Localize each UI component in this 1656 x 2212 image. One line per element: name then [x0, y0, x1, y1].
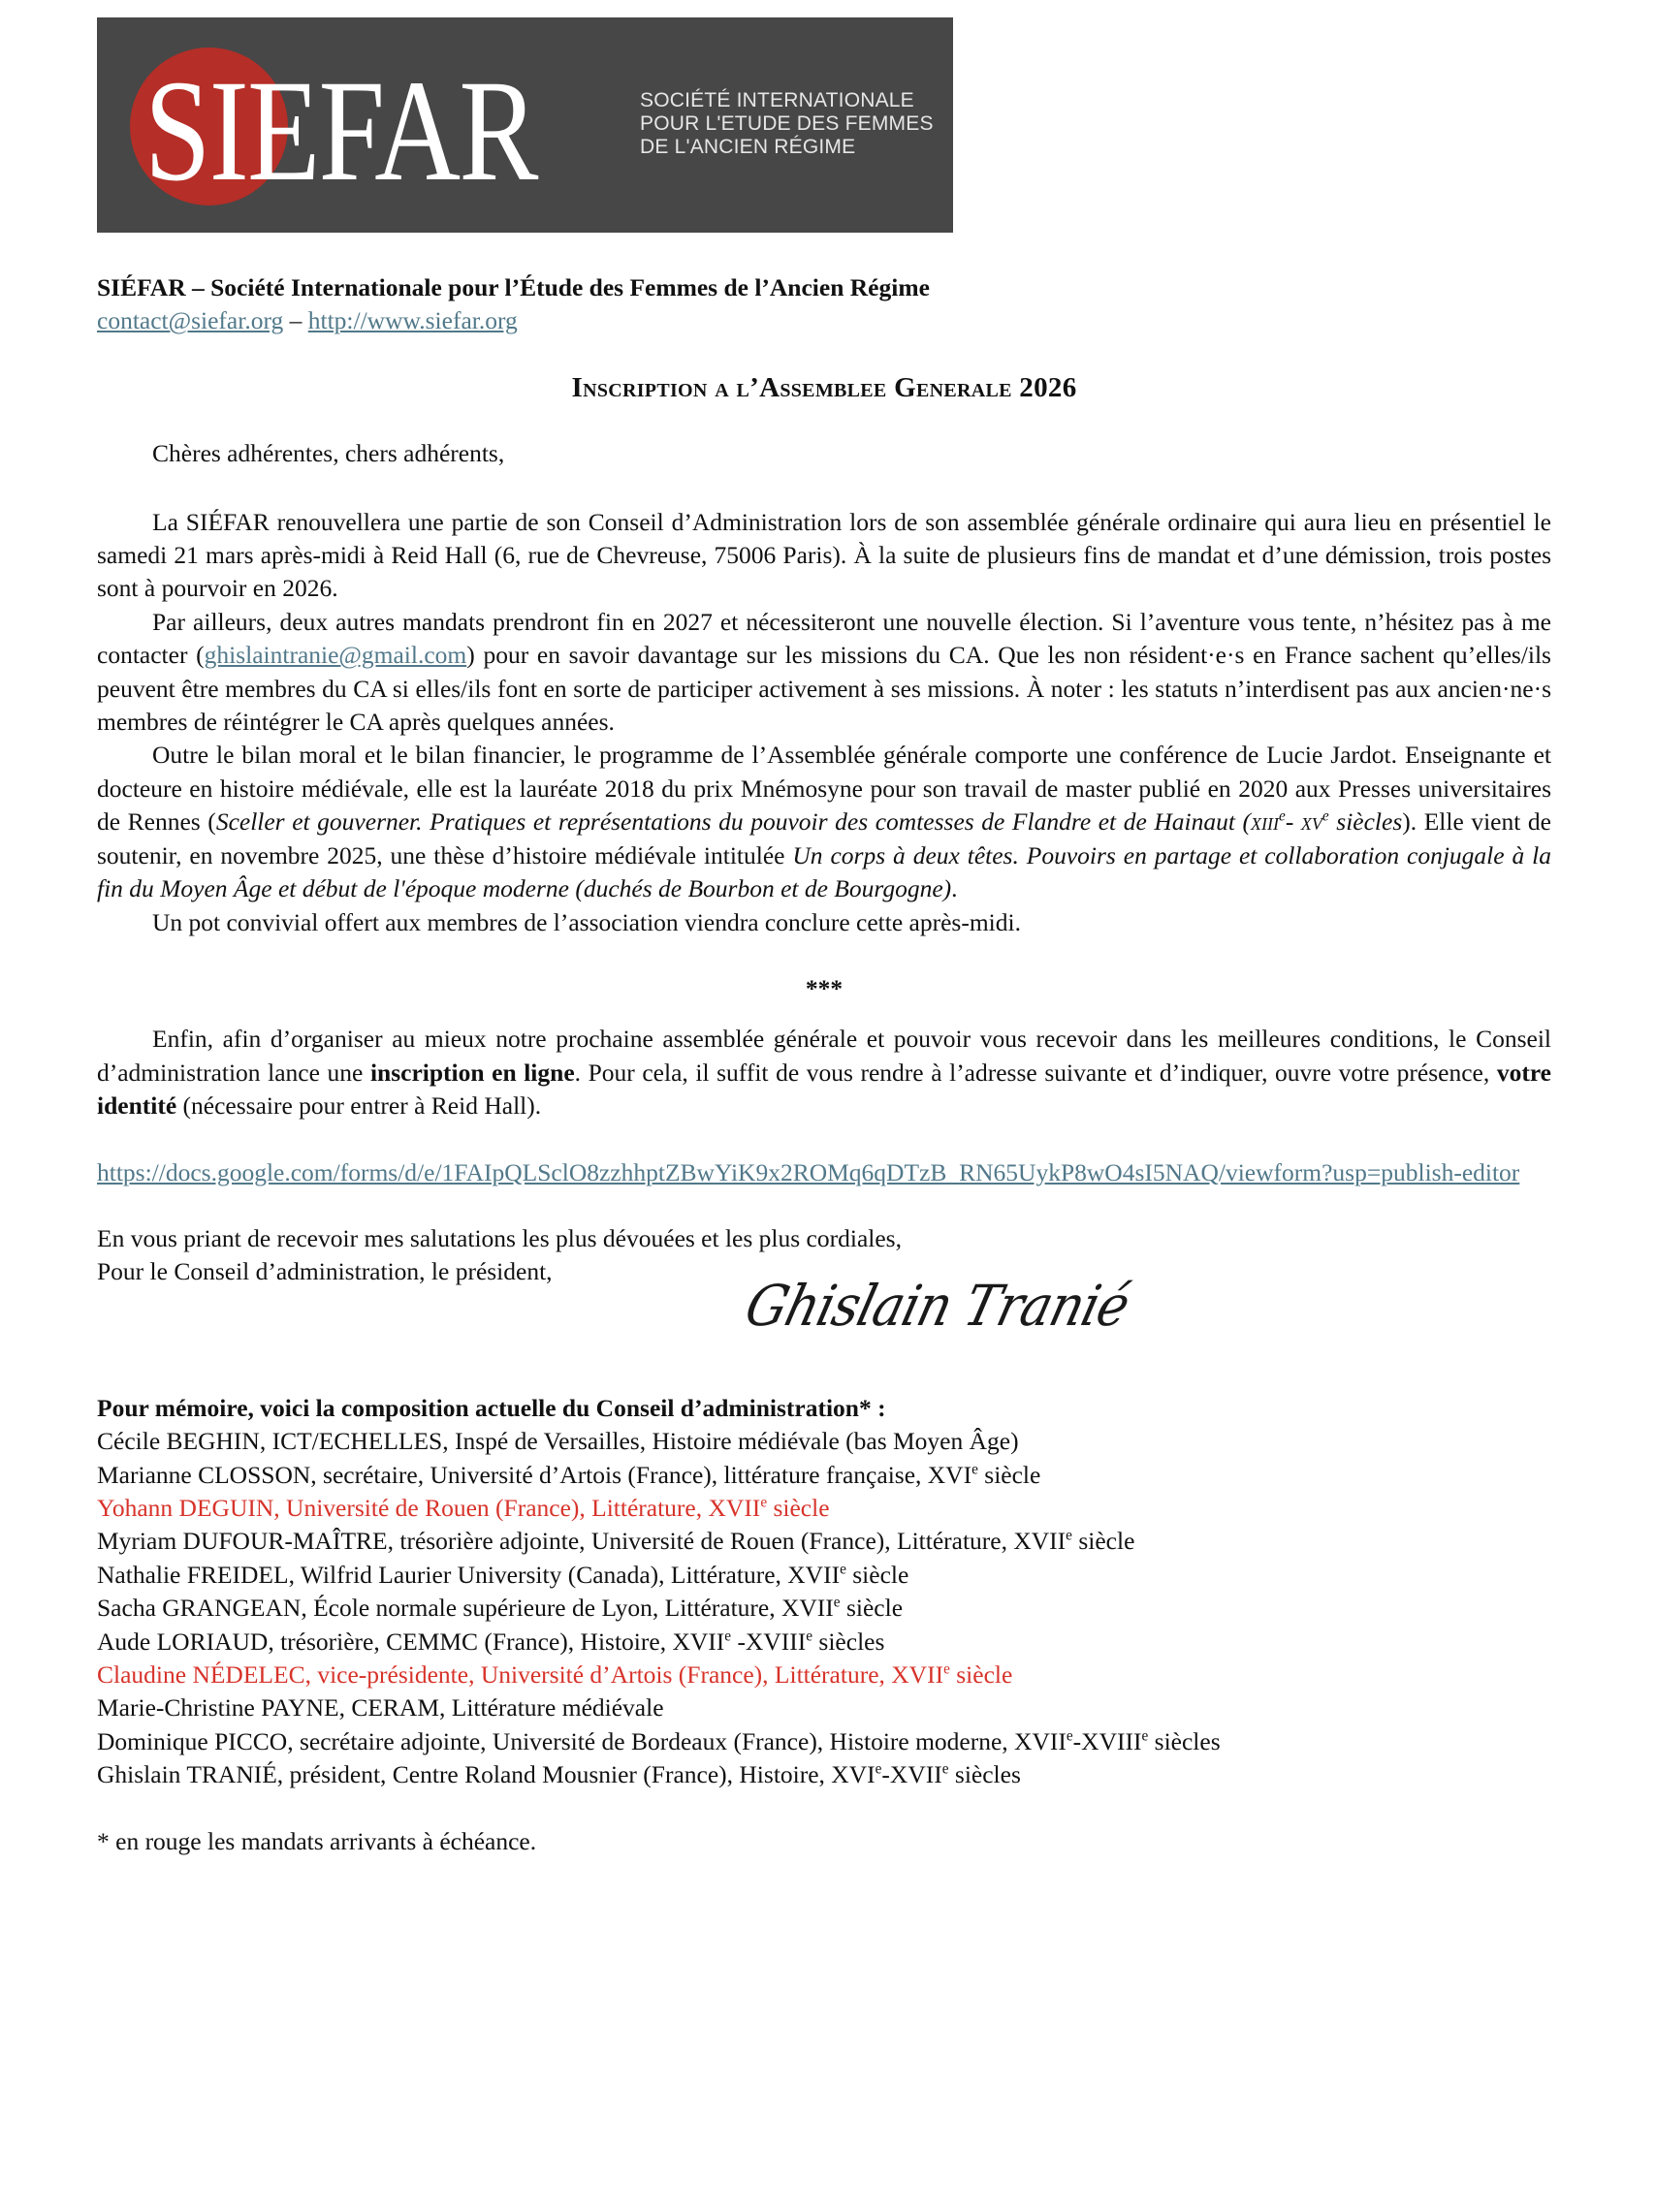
text: siècles — [1328, 807, 1403, 837]
board-heading: Pour mémoire, voici la composition actuelle du Conseil d’administration* : — [97, 1393, 886, 1422]
section-separator: *** — [805, 973, 844, 1002]
text: ). Elle vient de soutenir, en novembre 2025, une thèse d’histoire médiévale intitulée — [97, 807, 1551, 869]
contact-separator: – — [283, 306, 308, 335]
superscript: e — [941, 1760, 949, 1778]
paragraph-program — [97, 739, 1551, 905]
board-member-row — [97, 1425, 1551, 1458]
board-member-row — [97, 1691, 1551, 1724]
superscript: e — [724, 1627, 732, 1645]
website-link[interactable]: http://www.siefar.org — [307, 306, 518, 335]
member-text: -XVIII — [731, 1627, 807, 1656]
paragraph-mandates — [97, 606, 1551, 740]
emphasis-online-registration: inscription en ligne — [369, 1058, 575, 1087]
superscript: e — [833, 1594, 841, 1611]
member-text: siècles — [948, 1760, 1021, 1789]
member-text: Dominique PICCO, secrétaire adjointe, Université de Bordeaux (France), Histoire moderne, XVII — [97, 1726, 1067, 1755]
logo-tagline-line: SOCIÉTÉ INTERNATIONALE — [640, 89, 914, 111]
registration-form-link[interactable]: https://docs.google.com/forms/d/e/1FAIpQLSclO8zzhhptZBwYiK9x2ROMq6qDTzB_RN65UykP8wO4sI5NAQ/viewform?usp=publish-editor — [97, 1157, 1520, 1186]
board-member-row — [97, 1459, 1551, 1492]
text: Enfin, afin d’organiser au mieux notre prochaine assemblée générale et pouvoir vous recevoir dans les meilleures conditions, le Conseil d’administration lance une — [97, 1025, 1551, 1087]
superscript: e — [760, 1494, 768, 1511]
closing-salutation: En vous priant de recevoir mes salutations les plus dévouées et les plus cordiales, — [97, 1223, 902, 1252]
member-text: Marianne CLOSSON, secrétaire, Université d’Artois (France), littérature française, XVI — [97, 1460, 972, 1489]
board-member-row — [97, 1659, 1551, 1691]
century: xv — [1300, 807, 1322, 837]
member-text: Marie-Christine PAYNE, CERAM, Littérature médiévale — [97, 1693, 664, 1722]
text: . — [951, 874, 958, 903]
board-member-row — [97, 1758, 1551, 1791]
superscript: e — [1066, 1527, 1072, 1544]
logo-wordmark: SIEFAR — [144, 50, 537, 211]
superscript: e — [1066, 1727, 1073, 1745]
superscript: e — [875, 1760, 882, 1778]
superscript: e — [1279, 807, 1286, 825]
letter-body — [97, 271, 1551, 1858]
member-text: siècles — [812, 1627, 885, 1656]
century: xiii — [1251, 807, 1280, 837]
organization-name: SIÉFAR – Société Internationale pour l’Étude des Femmes de l’Ancien Régime — [97, 273, 930, 301]
logo-tagline-line: POUR L'ETUDE DES FEMMES — [640, 112, 934, 135]
member-text: -XVII — [881, 1760, 942, 1789]
text: . Pour cela, il suffit de vous rendre à l’adresse suivante et d’indiquer, ouvre votre présence, — [574, 1058, 1497, 1087]
logo-tagline — [640, 89, 934, 159]
board-member-row — [97, 1725, 1551, 1758]
member-text: siècle — [949, 1660, 1013, 1689]
member-text: Sacha GRANGEAN, École normale supérieure de Lyon, Littérature, XVII — [97, 1594, 834, 1623]
superscript: e — [1141, 1727, 1149, 1745]
contact-line — [97, 304, 1551, 337]
form-url-line — [97, 1156, 1551, 1189]
member-text: siècle — [767, 1493, 830, 1522]
contact-email-link[interactable]: contact@siefar.org — [97, 306, 284, 335]
superscript: e — [971, 1461, 978, 1478]
member-text: Cécile BEGHIN, ICT/ECHELLES, Inspé de Versailles, Histoire médiévale (bas Moyen Âge) — [97, 1427, 1019, 1456]
emphasis-identity: votre identité — [97, 1058, 1551, 1121]
member-text: siècle — [840, 1594, 904, 1623]
member-text: siècle — [977, 1460, 1041, 1489]
board-member-row — [97, 1559, 1551, 1592]
book-title — [216, 807, 1402, 836]
board-member-row — [97, 1592, 1551, 1625]
president-email-link[interactable]: ghislaintranie@gmail.com — [204, 641, 467, 670]
member-text: Nathalie FREIDEL, Wilfrid Laurier University (Canada), Littérature, XVII — [97, 1560, 841, 1589]
signature-text: Ghislain Tranié — [739, 1272, 1136, 1339]
footnote: * en rouge les mandats arrivants à échéance. — [97, 1826, 537, 1855]
text: - — [1285, 807, 1301, 837]
superscript: e — [806, 1627, 813, 1645]
thesis-title: Un corps à deux têtes. Pouvoirs en partage et collaboration conjugale à la fin du Moyen Âge et début de l'époque moderne (duchés de Bourbon et de Bourgogne) — [97, 840, 1551, 903]
member-text: Yohann DEGUIN, Université de Rouen (France), Littérature, XVII — [97, 1493, 761, 1522]
member-text: siècle — [1071, 1527, 1135, 1556]
member-text: Aude LORIAUD, trésorière, CEMMC (France), Histoire, XVII — [97, 1627, 725, 1656]
superscript: e — [943, 1660, 950, 1678]
board-member-row — [97, 1525, 1551, 1558]
siefar-logo — [97, 17, 953, 233]
board-member-row — [97, 1626, 1551, 1659]
text: (nécessaire pour entrer à Reid Hall). — [176, 1091, 542, 1121]
member-text: Claudine NÉDELEC, vice-présidente, Université d’Artois (France), Littérature, XVII — [97, 1660, 944, 1689]
text: Outre le bilan moral et le bilan financier, le programme de l’Assemblée générale comporte une conférence de Lucie Jardot. Enseignante et docteure en histoire médiévale, elle est la lauréate 2018 du prix Mnémosyne pour son travail de master publié en 2020 aux Presses universitaires de Rennes ( — [97, 741, 1551, 837]
closing-signatory: Pour le Conseil d’administration, le président, — [97, 1257, 553, 1286]
member-text: -XVIII — [1072, 1726, 1142, 1755]
board-member-list — [97, 1425, 1551, 1791]
text: ) pour en savoir davantage sur les missions du CA. Que les non résident·e·s en France sachent qu’elles/ils peuvent être membres du CA si elles/ils font en sorte de participer activement à ses missions. À noter : les statuts n’interdisent pas aux ancien·ne·s membres de réintégrer le CA après quelques années. — [97, 641, 1551, 737]
member-text: siècles — [1148, 1726, 1221, 1755]
superscript: e — [840, 1561, 846, 1578]
board-member-row — [97, 1492, 1551, 1525]
text: Par ailleurs, deux autres mandats prendront fin en 2027 et nécessiteront une nouvelle élection. Si l’aventure vous tente, n’hésitez pas à me contacter ( — [97, 607, 1551, 670]
member-text: Myriam DUFOUR-MAÎTRE, trésorière adjointe, Université de Rouen (France), Littérature, XVII — [97, 1527, 1067, 1556]
member-text: Ghislain TRANIÉ, président, Centre Roland Mousnier (France), Histoire, XVI — [97, 1760, 876, 1789]
member-text: siècle — [845, 1560, 909, 1589]
paragraph-renewal: La SIÉFAR renouvellera une partie de son Conseil d’Administration lors de son assemblée générale ordinaire qui aura lieu en présentiel le samedi 21 mars après-midi à Reid Hall (6, rue de Chevreuse, 75006 Paris). À la suite de plusieurs fins de mandat et d’une démission, trois postes sont à pourvoir en 2026. — [97, 507, 1551, 603]
page-title: Inscription a l’Assemblee Generale 2026 — [571, 371, 1077, 403]
paragraph-registration — [97, 1023, 1551, 1122]
superscript: e — [1322, 807, 1329, 825]
greeting: Chères adhérentes, chers adhérents, — [152, 439, 505, 468]
logo-tagline-line: DE L'ANCIEN RÉGIME — [640, 136, 856, 158]
paragraph-reception: Un pot convivial offert aux membres de l’association viendra conclure cette après-midi. — [152, 907, 1021, 936]
signature — [97, 1272, 1551, 1386]
text: Sceller et gouverner. Pratiques et représentations du pouvoir des comtesses de Flandre et de Hainaut ( — [215, 807, 1252, 837]
